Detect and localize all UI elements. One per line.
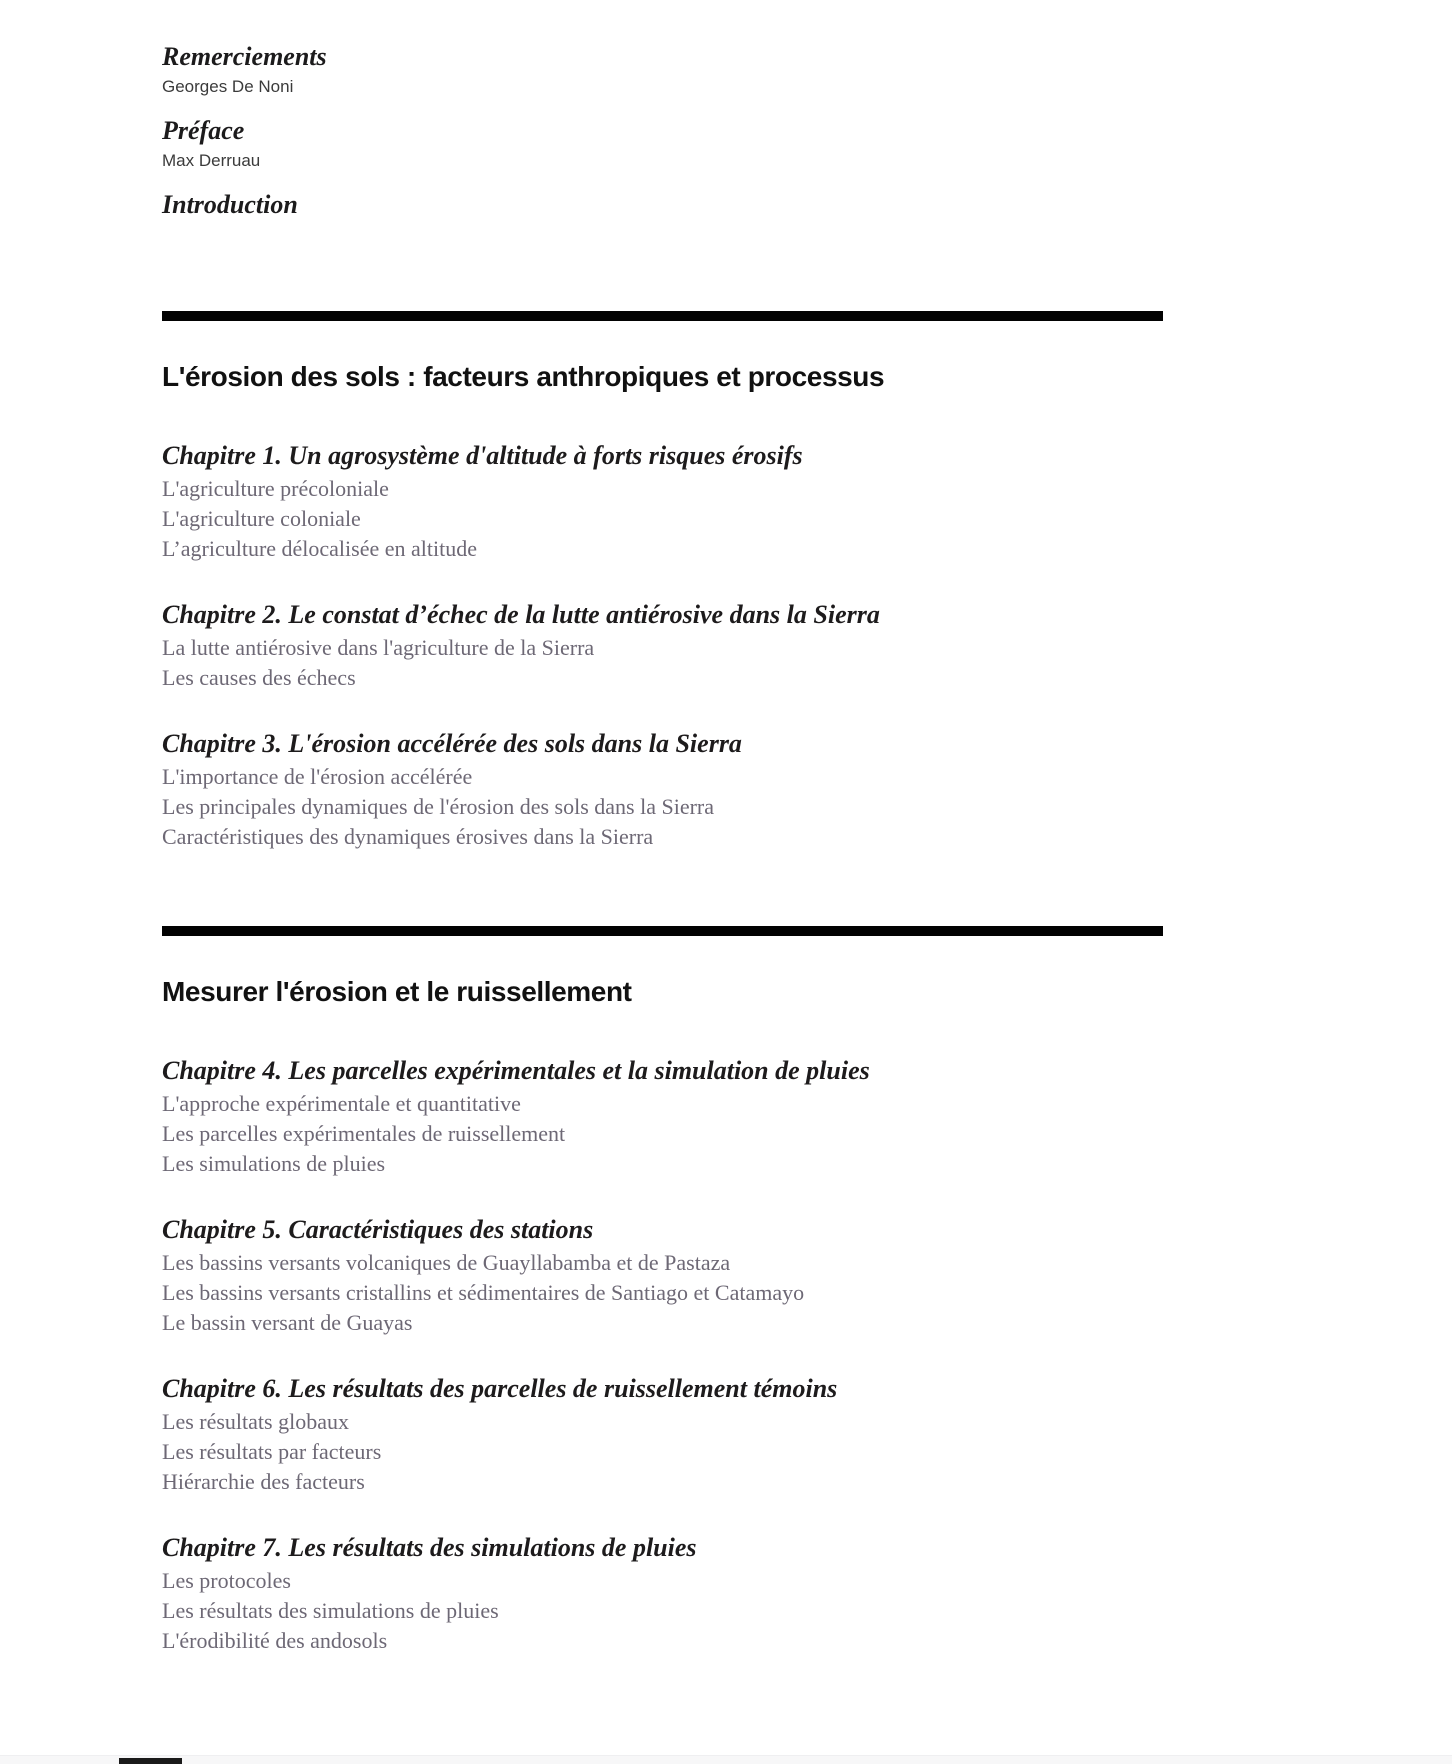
part-title: L'érosion des sols : facteurs anthropiques et processus xyxy=(162,361,885,392)
toc-chapter-3 xyxy=(162,729,1163,852)
toc-link-section[interactable]: La lutte antiérosive dans l'agriculture de la Sierra xyxy=(162,635,595,660)
part-divider-bar xyxy=(162,311,1163,321)
toc-link-section[interactable]: Les principales dynamiques de l'érosion des sols dans la Sierra xyxy=(162,794,714,819)
toc-link-chapter-1[interactable]: Chapitre 1. Un agrosystème d'altitude à forts risques érosifs xyxy=(162,441,803,470)
front-matter-entry xyxy=(162,114,1163,171)
next-content-partial-bar xyxy=(119,1758,182,1764)
toc-link-section[interactable]: Les simulations de pluies xyxy=(162,1151,386,1176)
toc-link-chapter-3[interactable]: Chapitre 3. L'érosion accélérée des sols dans la Sierra xyxy=(162,729,742,758)
toc-link-section[interactable]: L'approche expérimentale et quantitative xyxy=(162,1091,521,1116)
toc-link-section[interactable]: Les protocoles xyxy=(162,1568,291,1593)
toc-part-2 xyxy=(162,926,1163,1656)
page-bottom-band xyxy=(0,1755,1452,1764)
toc-link-section[interactable]: L'agriculture précoloniale xyxy=(162,476,389,501)
front-matter-entry xyxy=(162,40,1163,97)
author-name: Georges De Noni xyxy=(162,77,294,96)
chapter-section-list xyxy=(162,474,1163,564)
chapter-section-list xyxy=(162,762,1163,852)
toc-link-section[interactable]: L'agriculture coloniale xyxy=(162,506,361,531)
chapter-section-list xyxy=(162,1248,1163,1338)
toc-chapter-7 xyxy=(162,1533,1163,1656)
toc-chapter-6 xyxy=(162,1374,1163,1497)
part-title: Mesurer l'érosion et le ruissellement xyxy=(162,976,632,1007)
toc-link-section[interactable]: Caractéristiques des dynamiques érosives dans la Sierra xyxy=(162,824,654,849)
toc-link-section[interactable]: Les causes des échecs xyxy=(162,665,356,690)
toc-chapter-5 xyxy=(162,1215,1163,1338)
toc-link-remerciements[interactable]: Remerciements xyxy=(162,42,327,71)
toc-link-section[interactable]: L’agriculture délocalisée en altitude xyxy=(162,536,477,561)
table-of-contents xyxy=(162,0,1163,1656)
toc-link-section[interactable]: Les parcelles expérimentales de ruissellement xyxy=(162,1121,566,1146)
toc-link-section[interactable]: L'importance de l'érosion accélérée xyxy=(162,764,473,789)
toc-link-chapter-5[interactable]: Chapitre 5. Caractéristiques des stations xyxy=(162,1215,594,1244)
toc-link-chapter-2[interactable]: Chapitre 2. Le constat d’échec de la lutte antiérosive dans la Sierra xyxy=(162,600,880,629)
toc-link-section[interactable]: L'érodibilité des andosols xyxy=(162,1628,388,1653)
chapter-section-list xyxy=(162,1407,1163,1497)
toc-link-chapter-6[interactable]: Chapitre 6. Les résultats des parcelles de ruissellement témoins xyxy=(162,1374,838,1403)
toc-part-1 xyxy=(162,311,1163,852)
chapter-section-list xyxy=(162,633,1163,693)
author-name: Max Derruau xyxy=(162,151,261,170)
part-divider-bar xyxy=(162,926,1163,936)
toc-link-section[interactable]: Le bassin versant de Guayas xyxy=(162,1310,413,1335)
toc-link-chapter-4[interactable]: Chapitre 4. Les parcelles expérimentales et la simulation de pluies xyxy=(162,1056,870,1085)
toc-chapter-1 xyxy=(162,441,1163,564)
toc-chapter-4 xyxy=(162,1056,1163,1179)
chapter-section-list xyxy=(162,1089,1163,1179)
toc-link-section[interactable]: Les résultats globaux xyxy=(162,1409,349,1434)
toc-link-section[interactable]: Les bassins versants volcaniques de Guayllabamba et de Pastaza xyxy=(162,1250,731,1275)
front-matter-entry xyxy=(162,188,1163,221)
toc-link-section[interactable]: Les résultats par facteurs xyxy=(162,1439,382,1464)
toc-link-introduction[interactable]: Introduction xyxy=(162,190,298,219)
toc-link-section[interactable]: Les résultats des simulations de pluies xyxy=(162,1598,499,1623)
toc-link-section[interactable]: Hiérarchie des facteurs xyxy=(162,1469,365,1494)
toc-link-preface[interactable]: Préface xyxy=(162,116,245,145)
chapter-section-list xyxy=(162,1566,1163,1656)
toc-link-section[interactable]: Les bassins versants cristallins et sédimentaires de Santiago et Catamayo xyxy=(162,1280,805,1305)
toc-chapter-2 xyxy=(162,600,1163,693)
toc-link-chapter-7[interactable]: Chapitre 7. Les résultats des simulations de pluies xyxy=(162,1533,697,1562)
